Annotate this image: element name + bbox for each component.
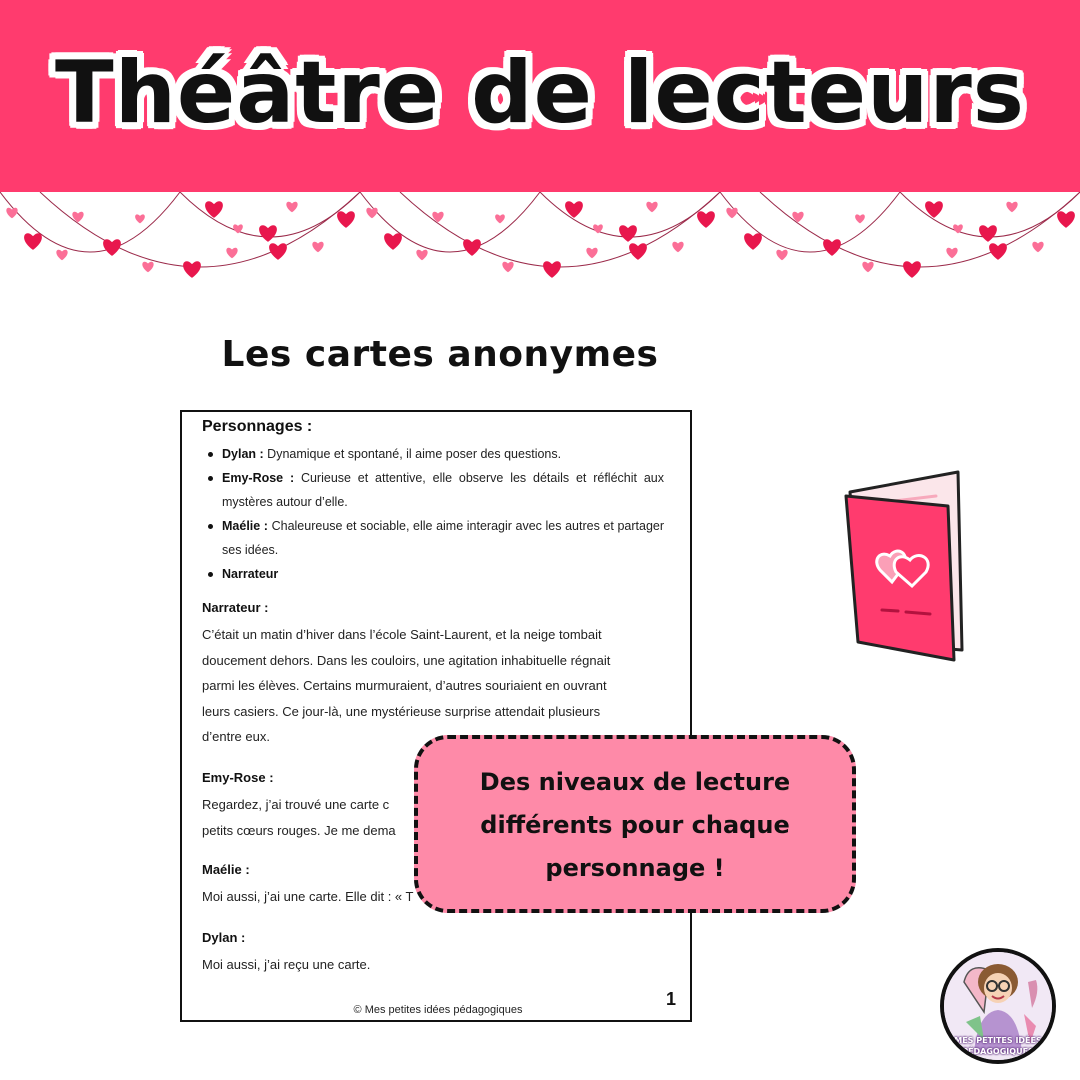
heart-icon (384, 233, 402, 250)
reading-levels-callout (414, 735, 856, 913)
heart-icon (586, 248, 597, 259)
heart-icon (672, 242, 683, 253)
heart-icon (312, 242, 323, 253)
heart-icon (619, 225, 637, 242)
character-name: Emy-Rose : (222, 471, 295, 485)
greeting-card-icon (840, 470, 970, 665)
heart-icon (502, 262, 513, 273)
dialogue-line: d’entre eux. (202, 729, 270, 744)
heart-icon (416, 250, 427, 261)
heart-icon (337, 211, 355, 228)
callout-line: Des niveaux de lecture (479, 768, 791, 796)
heart-icon (697, 211, 715, 228)
callout-text (438, 761, 832, 890)
heart-icon (286, 202, 297, 213)
speaker-maelie: Maélie : (202, 862, 250, 877)
speaker-narrator: Narrateur : (202, 600, 269, 615)
character-name: Dylan : (222, 447, 264, 461)
garland-string (400, 192, 720, 267)
callout-line: différents pour chaque (480, 811, 790, 839)
callout-line: personnage ! (545, 854, 725, 882)
heart-icon (1006, 202, 1017, 213)
heart-icon (989, 243, 1007, 260)
dialogue-line: C’était un matin d’hiver dans l’école Saint-Laurent, et la neige tombait (202, 627, 602, 642)
character-name: Narrateur (222, 567, 279, 581)
garland-string (40, 192, 360, 267)
list-item (202, 562, 664, 586)
heart-icon (744, 233, 762, 250)
banner-title: Théâtre de lecteurs (55, 43, 1025, 143)
brand-logo (940, 948, 1056, 1064)
heart-icon (1032, 242, 1043, 253)
heart-icon (726, 208, 737, 219)
characters-heading: Personnages : (202, 418, 313, 435)
heart-icon (269, 243, 287, 260)
heart-icon (543, 261, 561, 278)
page-number: 1 (665, 989, 676, 1009)
heart-icon (862, 262, 873, 273)
speaker-dylan: Dylan : (202, 930, 246, 945)
garland-string (760, 192, 1080, 267)
page-footer: © Mes petites idées pédagogiques (353, 1004, 523, 1016)
character-desc: Curieuse et attentive, elle observe les détails et réfléchit aux mystères autour d’elle. (222, 471, 664, 509)
dialogue-line: petits cœurs rouges. Je me dema (202, 822, 396, 838)
dialogue-line: leurs casiers. Ce jour-là, une mystérieuse surprise attendait plusieurs (202, 703, 601, 719)
heart-icon (903, 261, 921, 278)
dialogue-line: Moi aussi, j’ai reçu une carte. (202, 957, 371, 972)
heart-icon (495, 214, 505, 223)
dialogue-line: Regardez, j’ai trouvé une carte c (202, 797, 390, 812)
heart-garland (0, 192, 1080, 292)
heart-icon (6, 208, 17, 219)
heart-icon (1057, 211, 1075, 228)
heart-icon (56, 250, 67, 261)
heart-icon (183, 261, 201, 278)
script-page-preview (180, 410, 692, 1022)
character-desc: Chaleureuse et sociable, elle aime interagir avec les autres et partager ses idées. (222, 519, 665, 557)
heart-icon (226, 248, 237, 259)
heart-icon (463, 239, 481, 256)
heart-icon (855, 214, 865, 223)
heart-icon (24, 233, 42, 250)
heart-icon (823, 239, 841, 256)
heart-icon (946, 248, 957, 259)
heart-icon (142, 262, 153, 273)
heart-icon (979, 225, 997, 242)
list-item (202, 466, 664, 514)
heart-icon (135, 214, 145, 223)
heart-icon (776, 250, 787, 261)
heart-icon (259, 225, 277, 242)
dialogue-line: parmi les élèves. Certains murmuraient, d’autres souriaient en ouvrant (202, 678, 607, 693)
list-item (202, 514, 664, 562)
character-name: Maélie : (222, 519, 268, 533)
character-desc: Dynamique et spontané, il aime poser des questions. (267, 447, 562, 461)
speaker-emy-rose: Emy-Rose : (202, 770, 274, 785)
dialogue-line: doucement dehors. Dans les couloirs, une agitation inhabituelle régnait (202, 652, 611, 668)
characters-list (202, 442, 664, 586)
dialogue-line: Moi aussi, j’ai une carte. Elle dit : « T (202, 889, 414, 904)
heart-icon (646, 202, 657, 213)
heart-icon (103, 239, 121, 256)
list-item (202, 442, 664, 466)
logo-text-line2: PÉDAGOGIQUES (962, 1047, 1034, 1056)
heart-icon (629, 243, 647, 260)
heart-icon (366, 208, 377, 219)
story-title: Les cartes anonymes (221, 334, 659, 375)
logo-text-line1: MES PETITES IDÉES (954, 1036, 1042, 1045)
title-banner (0, 0, 1080, 192)
